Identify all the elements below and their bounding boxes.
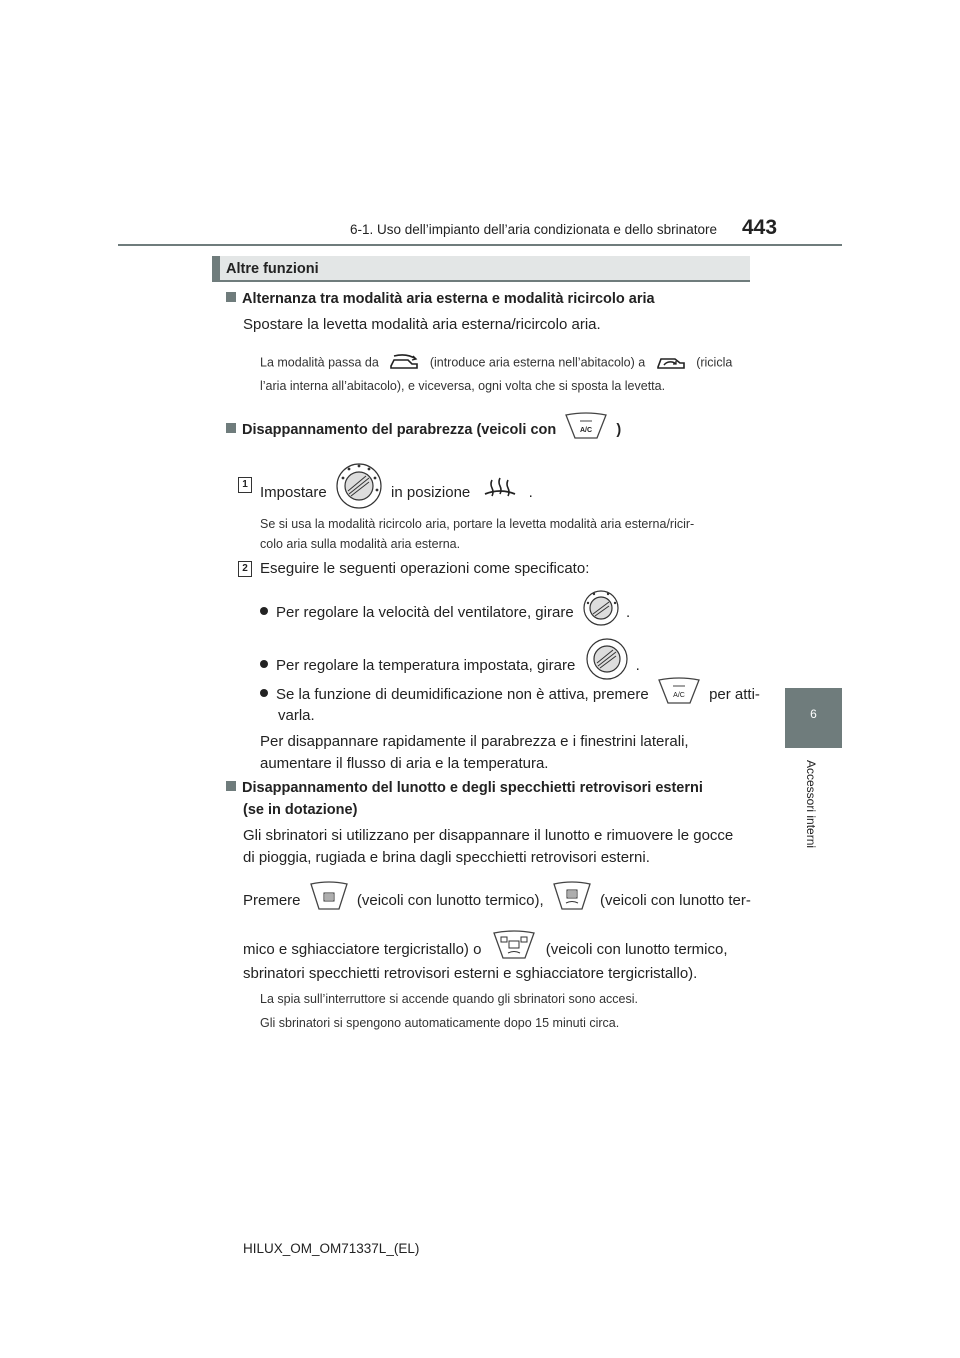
step1-note-line1: Se si usa la modalità ricircolo aria, portare la levetta modalità aria esterna/ricir- (260, 517, 695, 531)
header-rule (118, 244, 842, 246)
chapter-tab-number: 6 (810, 707, 817, 721)
recirculation-icon (655, 354, 687, 372)
bullet-dehumidify-cont: varla. (278, 707, 315, 724)
ac-button-icon (657, 677, 701, 705)
svg-text:A/C: A/C (580, 427, 593, 434)
rear-press-line3: sbrinatori specchietti retrovisori esterni e sghiacciatore tergicristallo). (243, 965, 698, 982)
step-number-1: 1 (238, 477, 252, 493)
temperature-dial-icon (585, 637, 629, 681)
bullet-dehumidify: Se la funzione di deumidificazione non è attiva, premere A/C per atti- (260, 685, 760, 705)
rear-body-line1: Gli sbrinatori si utilizzano per disappannare il lunotto e rimuovere le gocce (243, 827, 734, 844)
svg-text:A/C: A/C (673, 692, 685, 699)
windshield-defog-icon (482, 476, 518, 502)
chapter-title: 6-1. Uso dell’impianto dell’aria condizionata e dello sbrinatore (350, 222, 717, 237)
ac-button-icon (564, 412, 608, 440)
rear-press-line1: Premere (veicoli con lunotto termico), (veicoli con lunotto ter- (243, 891, 751, 911)
rear-mirror-defogger-icon (492, 930, 536, 960)
bullet-icon (260, 660, 268, 668)
step2-text: Eseguire le seguenti operazioni come specificato: (260, 560, 590, 577)
square-bullet-icon (226, 423, 236, 433)
rear-body-line2: di pioggia, rugiada e brina dagli specchietti retrovisori esterni. (243, 849, 650, 866)
square-bullet-icon (226, 292, 236, 302)
mode-dial-icon (335, 462, 383, 510)
step-number-2: 2 (238, 561, 252, 577)
outside-air-icon (388, 354, 420, 372)
fan-dial-icon (582, 589, 620, 627)
rear-press-line2: mico e sghiacciatore tergicristallo) o (veicoli con lunotto termico, (243, 940, 728, 960)
document-code: HILUX_OM_OM71337L_(EL) (243, 1241, 420, 1256)
rear-note1: La spia sull’interruttore si accende quando gli sbrinatori sono accesi. (260, 992, 638, 1006)
rear-heading-line1: Disappannamento del lunotto e degli specchietti retrovisori esterni (226, 780, 703, 796)
recirc-note-line2: l’aria interna all’abitacolo), e viceversa, ogni volta che si sposta la levetta. (260, 379, 666, 393)
recirc-note-line1: La modalità passa da (introduce aria esterna nell’abitacolo) a (ricicla (260, 354, 732, 372)
bullet-icon (260, 607, 268, 615)
recirc-heading: Alternanza tra modalità aria esterna e modalità ricircolo aria (226, 291, 655, 307)
square-bullet-icon (226, 781, 236, 791)
chapter-tab-label: Accessori interni (804, 760, 818, 849)
bullet-temperature: Per regolare la temperatura impostata, girare . (260, 651, 640, 681)
bullet-fan-speed: Per regolare la velocità del ventilatore, girare . (260, 599, 630, 627)
bullet-icon (260, 689, 268, 697)
rear-note2: Gli sbrinatori si spengono automaticamente dopo 15 minuti circa. (260, 1016, 620, 1030)
recirc-body: Spostare la levetta modalità aria esterna/ricircolo aria. (243, 316, 601, 333)
rear-defogger-icon (309, 881, 349, 911)
step1-text: Impostare in posizione . (260, 476, 533, 510)
defog-tip-line2: aumentare il flusso di aria e la temperatura. (260, 755, 549, 772)
defog-tip-line1: Per disappannare rapidamente il parabrezza e i finestrini laterali, (260, 733, 689, 750)
page-number: 443 (742, 216, 778, 239)
rear-defogger-wiper-icon (552, 881, 592, 911)
rear-heading-line2: (se in dotazione) (243, 802, 358, 818)
defog-heading: Disappannamento del parabrezza (veicoli con A/C ) (226, 420, 621, 440)
step1-note-line2: colo aria sulla modalità aria esterna. (260, 537, 461, 551)
section-title: Altre funzioni (212, 256, 750, 282)
